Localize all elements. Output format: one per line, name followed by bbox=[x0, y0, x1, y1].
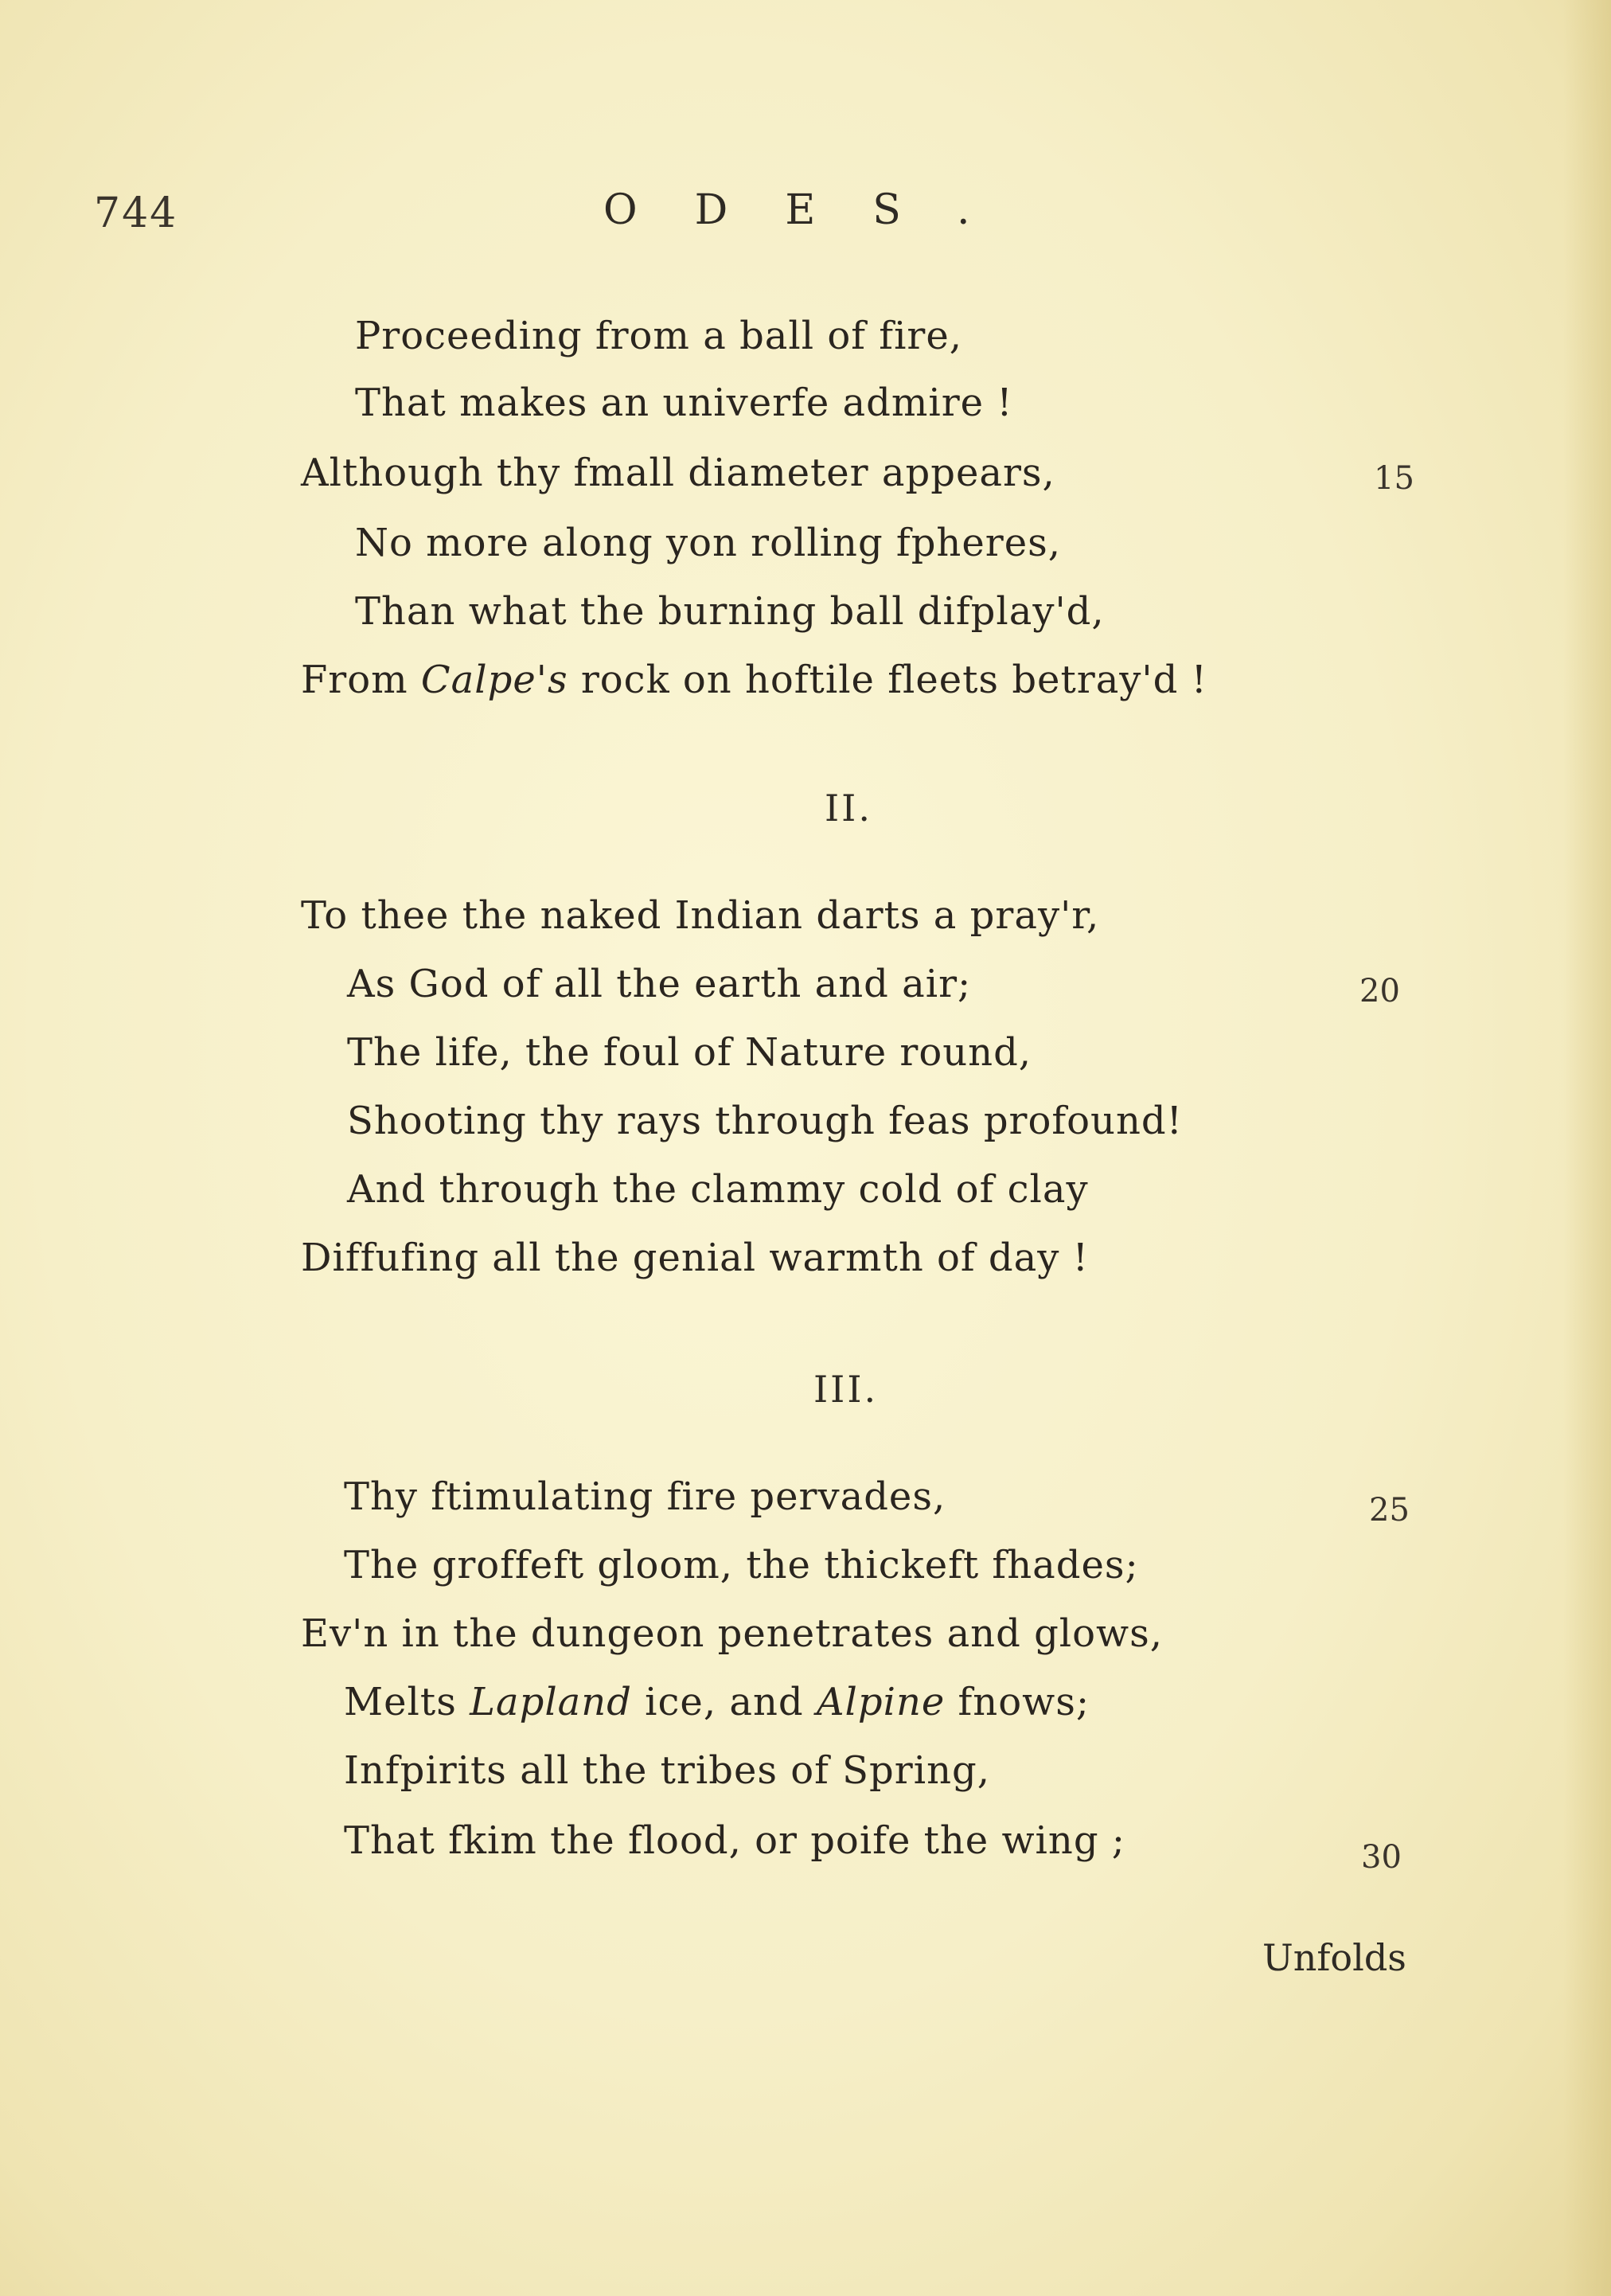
italic-place: Alpine bbox=[816, 1680, 946, 1724]
stanza-heading: II. bbox=[825, 787, 872, 830]
verse-line: And through the clammy cold of clay bbox=[347, 1167, 1089, 1212]
verse-text: rock on hoftile fleets betray'd ! bbox=[568, 658, 1207, 702]
verse-line: Shooting thy rays through feas profound! bbox=[347, 1099, 1183, 1143]
verse-line: No more along yon rolling fpheres, bbox=[355, 521, 1061, 565]
line-number: 20 bbox=[1359, 973, 1400, 1009]
verse-line bbox=[301, 658, 1207, 702]
verse-line: Than what the burning ball difplay'd, bbox=[355, 589, 1105, 634]
verse-line: The groffeft gloom, the thickeft fhades; bbox=[344, 1543, 1139, 1587]
verse-line: Thy ftimulating fire pervades, bbox=[344, 1474, 946, 1519]
italic-name: Calpe's bbox=[420, 658, 568, 702]
catchword: Unfolds bbox=[1262, 1936, 1406, 1979]
verse-text: fnows; bbox=[945, 1680, 1090, 1724]
verse-line: That makes an univerfe admire ! bbox=[355, 381, 1013, 425]
running-head: ODES. bbox=[603, 186, 1028, 234]
page-edge-shadow bbox=[1563, 0, 1611, 2296]
italic-place: Lapland bbox=[470, 1680, 632, 1724]
verse-text: ice, and bbox=[631, 1680, 817, 1724]
verse-line: As God of all the earth and air; bbox=[347, 962, 972, 1006]
line-number: 30 bbox=[1361, 1839, 1402, 1876]
verse-line: That fkim the flood, or poife the wing ; bbox=[344, 1818, 1125, 1863]
verse-line: Proceeding from a ball of fire, bbox=[355, 314, 963, 358]
verse-text: From bbox=[301, 658, 421, 702]
page-number: 744 bbox=[94, 189, 178, 237]
verse-line: Ev'n in the dungeon penetrates and glows, bbox=[301, 1611, 1164, 1656]
verse-line bbox=[344, 1680, 1090, 1724]
verse-line: Diffufing all the genial warmth of day ! bbox=[301, 1236, 1089, 1280]
verse-text: Melts bbox=[344, 1680, 470, 1724]
line-number: 15 bbox=[1374, 460, 1414, 497]
verse-line: Although thy fmall diameter appears, bbox=[301, 451, 1055, 495]
verse-line: To thee the naked Indian darts a pray'r, bbox=[301, 893, 1100, 938]
line-number: 25 bbox=[1369, 1492, 1410, 1529]
verse-line: Infpirits all the tribes of Spring, bbox=[344, 1748, 990, 1793]
stanza-heading: III. bbox=[813, 1368, 879, 1411]
verse-line: The life, the foul of Nature round, bbox=[347, 1030, 1032, 1075]
